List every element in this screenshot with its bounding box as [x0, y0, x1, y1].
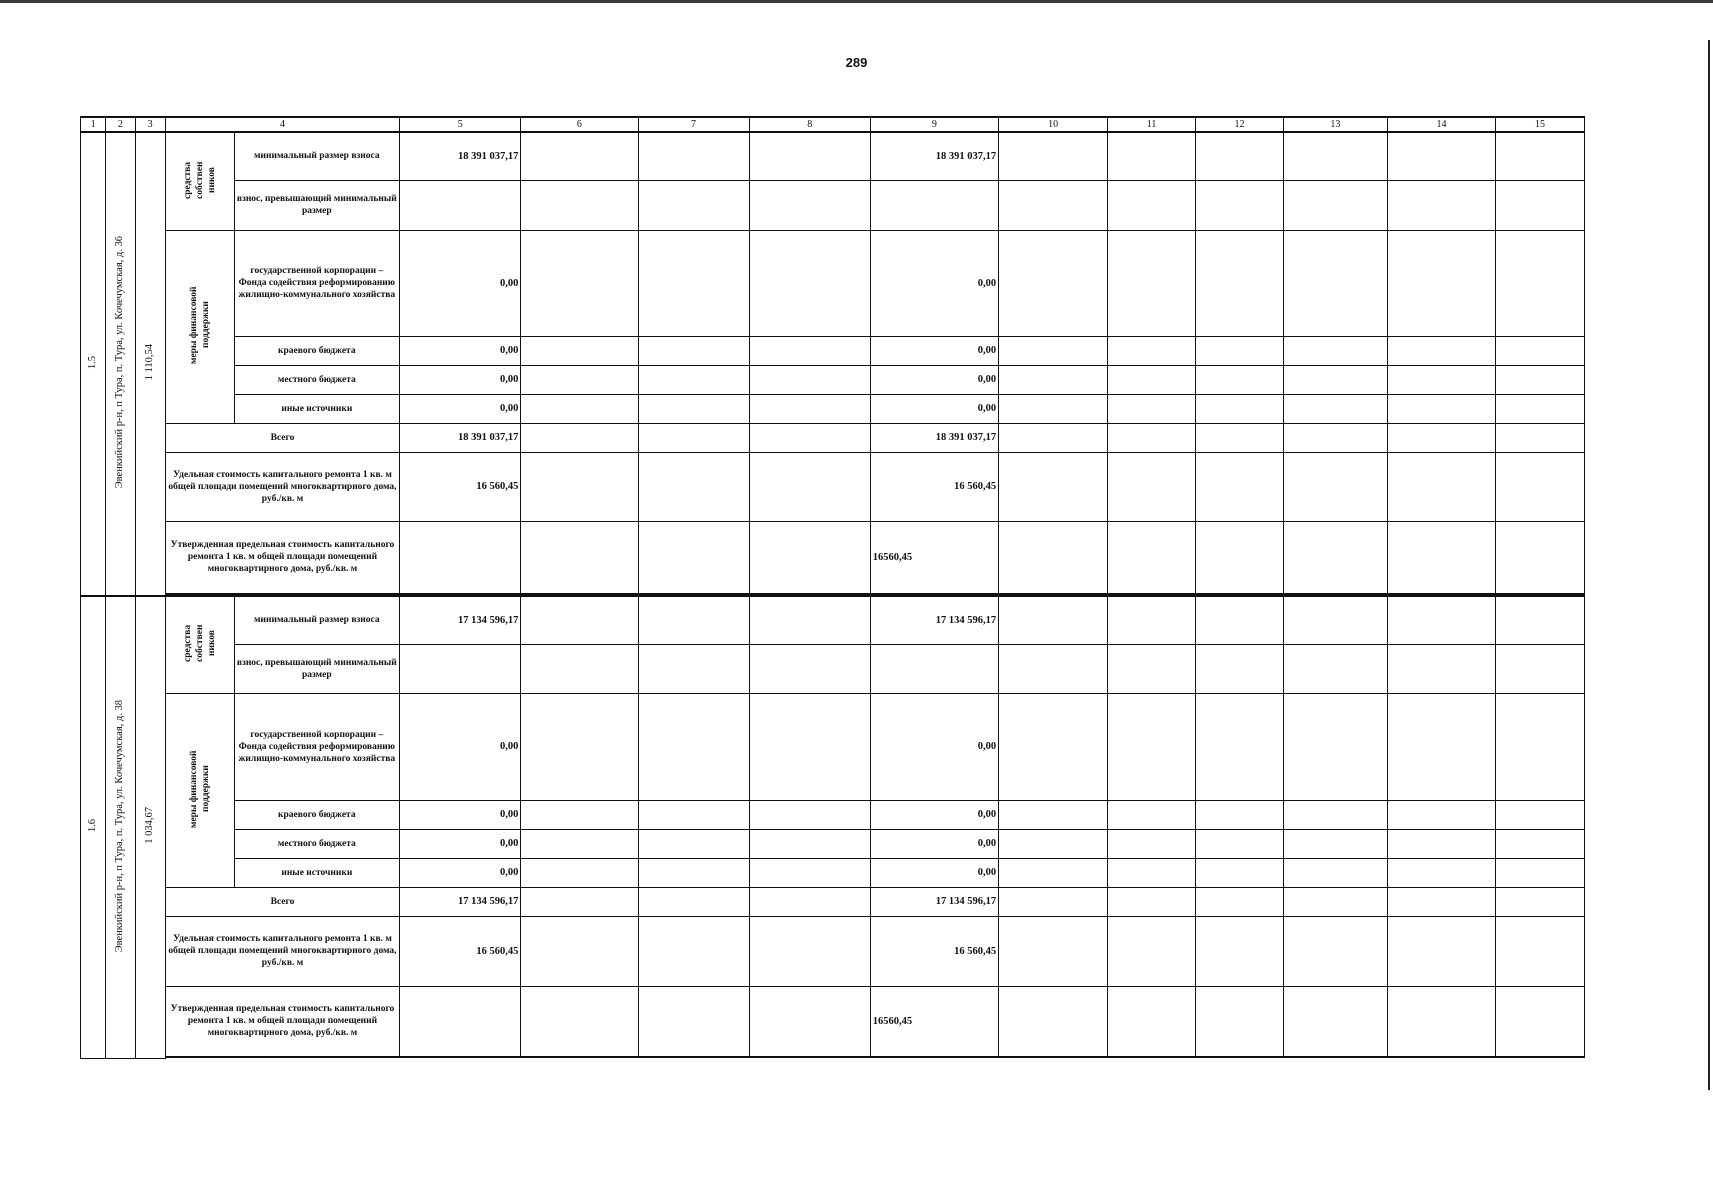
- support-measures-group: [165, 230, 234, 423]
- approved-limit-label: Утвержденная предельная стоимость капитального ремонта 1 кв. м общей площади помещений многоквартирного дома, руб./кв. м: [165, 521, 399, 594]
- value-c9: 18 391 037,17: [870, 132, 998, 180]
- value-c5: 17 134 596,17: [400, 887, 521, 916]
- value-c5: 0,00: [400, 230, 521, 336]
- table-row: [81, 800, 1585, 829]
- other-sources-label: иные источники: [234, 858, 400, 887]
- area: 1 034,67: [144, 807, 156, 845]
- col-header: 3: [135, 117, 165, 132]
- table-row: [81, 521, 1585, 594]
- page-number: 289: [845, 55, 868, 70]
- table-row: [81, 423, 1585, 452]
- over-min-contribution-label: взнос, превышающий минимальный размер: [234, 180, 400, 230]
- value-c5: 0,00: [400, 693, 521, 800]
- col-header: 10: [999, 117, 1108, 132]
- min-contribution-label: минимальный размер взноса: [234, 132, 400, 180]
- area-cell: [135, 596, 165, 1058]
- table-row: [81, 644, 1585, 693]
- value-c9: 18 391 037,17: [870, 423, 998, 452]
- value-c9: 16 560,45: [870, 916, 998, 986]
- value-c5: 0,00: [400, 394, 521, 423]
- value-c9: 0,00: [870, 858, 998, 887]
- value-c5: 0,00: [400, 336, 521, 365]
- address-cell: [106, 132, 135, 596]
- table-row: [81, 394, 1585, 423]
- support-measures-label: меры финансовой поддержки: [188, 749, 211, 828]
- col-header: 12: [1196, 117, 1284, 132]
- table-row: [81, 132, 1585, 180]
- value-c9: 0,00: [870, 365, 998, 394]
- local-budget-label: местного бюджета: [234, 829, 400, 858]
- value-c5: 18 391 037,17: [400, 132, 521, 180]
- value-c5: 0,00: [400, 829, 521, 858]
- table-row: [81, 180, 1585, 230]
- over-min-contribution-label: взнос, превышающий минимальный размер: [234, 644, 400, 693]
- address-cell: [106, 596, 135, 1058]
- value-c5: 16 560,45: [400, 916, 521, 986]
- col-header: 5: [400, 117, 521, 132]
- value-c9: 0,00: [870, 829, 998, 858]
- header-row: [81, 117, 1585, 132]
- col-header: 11: [1108, 117, 1196, 132]
- area: 1 110,54: [144, 344, 156, 381]
- row-number-cell: [81, 596, 106, 1058]
- col-header: 1: [81, 117, 106, 132]
- scan-right-edge: [1708, 40, 1710, 1090]
- unit-cost-label: Удельная стоимость капитального ремонта 1 кв. м общей площади помещений многоквартирного дома, руб./кв. м: [165, 916, 399, 986]
- scan-top-edge: [0, 0, 1713, 3]
- owners-funds-label: средства собствен ников: [182, 161, 217, 199]
- regional-budget-label: краевого бюджета: [234, 800, 400, 829]
- table-row: [81, 452, 1585, 521]
- owners-funds-group: [165, 132, 234, 230]
- total-label: Всего: [165, 423, 399, 452]
- col-header: 8: [749, 117, 870, 132]
- col-header: 9: [870, 117, 998, 132]
- col-header: 4: [165, 117, 399, 132]
- table-row: [81, 596, 1585, 644]
- table-row-filler: [81, 1057, 1585, 1058]
- value-c9: 17 134 596,17: [870, 887, 998, 916]
- table-row: [81, 916, 1585, 986]
- table-row: [81, 230, 1585, 336]
- row-number-cell: [81, 132, 106, 596]
- approved-limit-label: Утвержденная предельная стоимость капитального ремонта 1 кв. м общей площади помещений многоквартирного дома, руб./кв. м: [165, 986, 399, 1057]
- support-measures-group: [165, 693, 234, 887]
- area-cell: [135, 132, 165, 596]
- col-header: 6: [521, 117, 638, 132]
- local-budget-label: местного бюджета: [234, 365, 400, 394]
- value-c9: 16560,45: [870, 521, 998, 594]
- value-c5: 16 560,45: [400, 452, 521, 521]
- row-number: 1.6: [87, 819, 99, 833]
- value-c9: 0,00: [870, 230, 998, 336]
- col-header: 2: [106, 117, 135, 132]
- value-c5: 17 134 596,17: [400, 596, 521, 644]
- table-row: [81, 693, 1585, 800]
- value-c9: 0,00: [870, 800, 998, 829]
- value-c5: 18 391 037,17: [400, 423, 521, 452]
- value-c9: 17 134 596,17: [870, 596, 998, 644]
- value-c5: 0,00: [400, 365, 521, 394]
- support-measures-label: меры финансовой поддержки: [188, 286, 211, 364]
- table-row: [81, 887, 1585, 916]
- address: Эвенкийский р-н, п Тура, п. Тура, ул. Кочечумская, д. 38: [114, 699, 126, 952]
- value-c5: 0,00: [400, 800, 521, 829]
- owners-funds-group: [165, 596, 234, 693]
- capital-repair-table: [80, 116, 1585, 1059]
- state-corp-label: государственной корпорации – Фонда содействия реформированию жилищно-коммунального хозяйства: [234, 693, 400, 800]
- value-c9: 0,00: [870, 693, 998, 800]
- owners-funds-label: средства собствен ников: [182, 624, 217, 662]
- col-header: 7: [638, 117, 749, 132]
- value-c9: 0,00: [870, 336, 998, 365]
- col-header: 14: [1387, 117, 1495, 132]
- table-row: [81, 336, 1585, 365]
- table-row: [81, 986, 1585, 1057]
- table-row: [81, 858, 1585, 887]
- table-row: [81, 829, 1585, 858]
- regional-budget-label: краевого бюджета: [234, 336, 400, 365]
- total-label: Всего: [165, 887, 399, 916]
- value-c9: 16 560,45: [870, 452, 998, 521]
- other-sources-label: иные источники: [234, 394, 400, 423]
- min-contribution-label: минимальный размер взноса: [234, 596, 400, 644]
- col-header: 15: [1495, 117, 1584, 132]
- address: Эвенкийский р-н, п Тура, п. Тура, ул. Кочечумская, д. 36: [114, 236, 126, 489]
- value-c5: 0,00: [400, 858, 521, 887]
- row-number: 1.5: [87, 355, 99, 370]
- table-row: [81, 365, 1585, 394]
- unit-cost-label: Удельная стоимость капитального ремонта 1 кв. м общей площади помещений многоквартирного дома, руб./кв. м: [165, 452, 399, 521]
- value-c9: 0,00: [870, 394, 998, 423]
- value-c9: 16560,45: [870, 986, 998, 1057]
- col-header: 13: [1283, 117, 1387, 132]
- state-corp-label: государственной корпорации – Фонда содействия реформированию жилищно-коммунального хозяйства: [234, 230, 400, 336]
